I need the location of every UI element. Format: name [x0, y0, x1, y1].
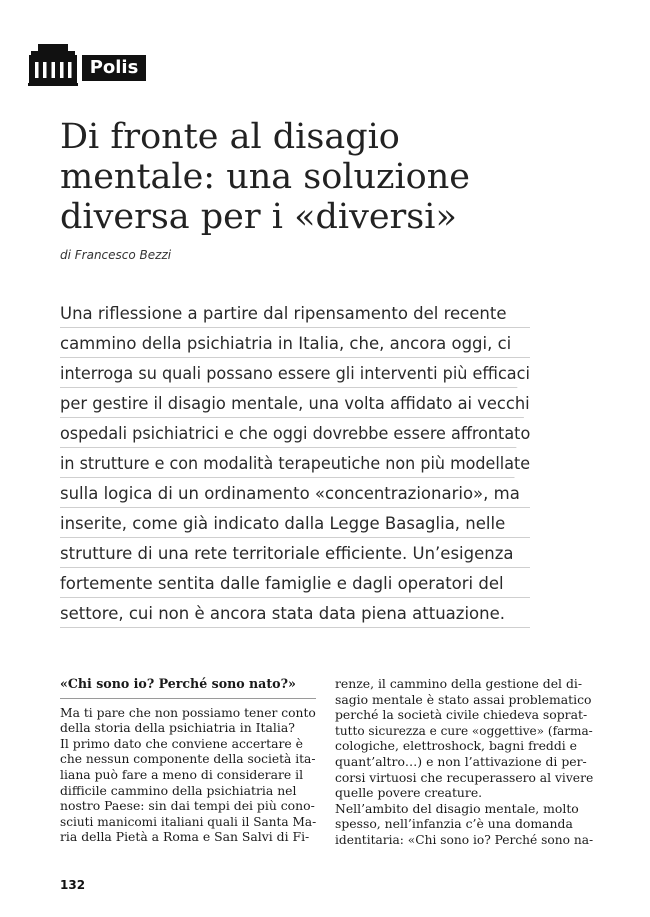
body-line: Il primo dato che conviene accertare è [60, 735, 303, 751]
abstract-line: Una riflessione a partire dal ripensamento del recente [60, 298, 530, 328]
title-line: diversa per i «diversi» [60, 197, 457, 237]
building-columns-icon [28, 44, 78, 86]
body-paragraph [335, 800, 594, 848]
body-line: quelle povere creature. [335, 785, 483, 801]
body-line: perché la società civile chiedeva soprat- [335, 707, 588, 723]
body-line: identitaria: «Chi sono io? Perché sono na- [335, 831, 594, 847]
body-line: spesso, nell’infanzia c’è una domanda [335, 816, 573, 832]
abstract-line: fortemente sentita dalle famiglie e dagli operatori del [60, 568, 530, 598]
body-line: sciuti manicomi italiani quali il Santa Ma- [60, 813, 317, 829]
title-line: mentale: una soluzione [60, 157, 471, 197]
abstract-line: interroga su quali possano essere gli interventi più efficaci [60, 358, 517, 388]
body-line: Nell’ambito del disagio mentale, molto [335, 800, 579, 816]
body-line: corsi virtuosi che recuperassero al vivere [335, 769, 594, 785]
body-line: difficile cammino della psichiatria nel [60, 782, 297, 798]
body-line: nostro Paese: sin dai tempi dei più cono- [60, 798, 315, 814]
abstract-line: strutture di una rete territoriale efficiente. Un’esigenza [60, 538, 530, 568]
body-line: Ma ti pare che non possiamo tener conto [60, 704, 316, 720]
abstract-line: per gestire il disagio mentale, una volta affidato ai vecchi [60, 388, 524, 418]
body-line: liana può fare a meno di considerare il [60, 766, 304, 782]
body-line: che nessun componente della società ita- [60, 751, 316, 767]
body-column-right [335, 676, 594, 848]
page-number: 132 [60, 878, 86, 892]
abstract-line: cammino della psichiatria in Italia, che, ancora oggi, ci [60, 328, 530, 358]
article-abstract [60, 298, 530, 628]
body-line: tutto sicurezza e cure «oggettive» (farma- [335, 722, 593, 738]
abstract-line: settore, cui non è ancora stata data piena attuazione. [60, 598, 530, 628]
body-line: ria della Pietà a Roma e San Salvi di Fi- [60, 829, 310, 845]
body-paragraph [335, 676, 594, 801]
body-line: sagio mentale è stato assai problematico [335, 691, 592, 707]
body-line: della storia della psichiatria in Italia? [60, 720, 295, 736]
body-paragraph [60, 705, 316, 736]
section-label: Polis [82, 55, 146, 81]
abstract-line: sulla logica di un ordinamento «concentrazionario», ma [60, 478, 530, 508]
section-subheading: «Chi sono io? Perché sono nato?» [60, 676, 316, 699]
abstract-line: inserite, come già indicato dalla Legge Basaglia, nelle [60, 508, 530, 538]
body-paragraph [60, 736, 316, 845]
body-column-left [60, 676, 316, 845]
author-byline: di Francesco Bezzi [60, 248, 172, 262]
body-line: quant’altro…) e non l’attivazione di per- [335, 753, 587, 769]
abstract-line: ospedali psichiatrici e che oggi dovrebbe essere affrontato [60, 418, 516, 448]
title-line: Di fronte al disagio [60, 117, 400, 157]
body-line: cologiche, elettroshock, bagni freddi e [335, 738, 578, 754]
body-line: renze, il cammino della gestione del di- [335, 676, 583, 691]
article-title [60, 117, 620, 237]
abstract-line: in strutture e con modalità terapeutiche non più modellate [60, 448, 514, 478]
